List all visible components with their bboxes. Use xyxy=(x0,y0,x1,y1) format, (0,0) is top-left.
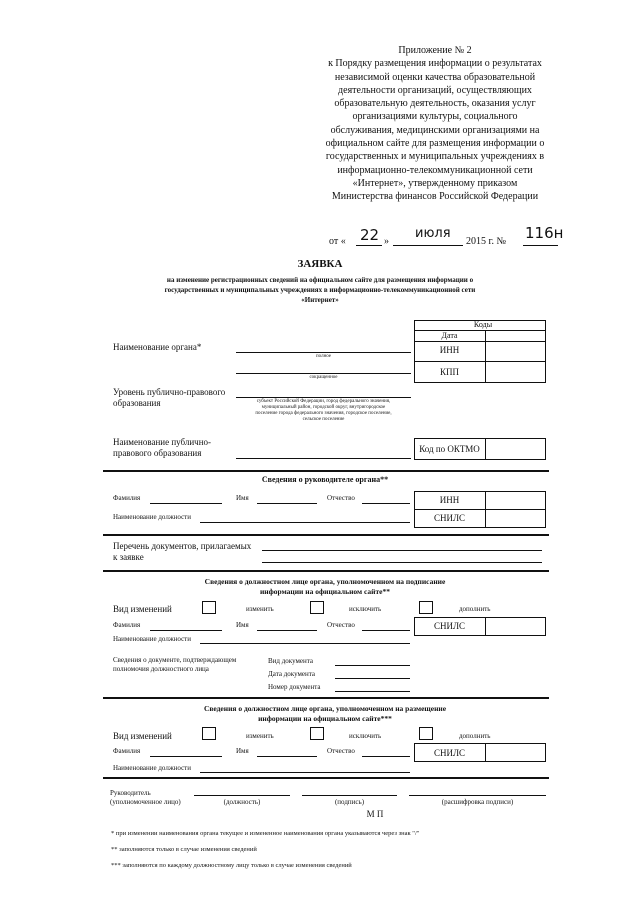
date-month: июля xyxy=(415,226,451,241)
head-snils-field[interactable] xyxy=(487,511,544,526)
sign-section-title: Сведения о должностном лице органа, уполномоченном на подписание xyxy=(204,577,446,586)
post-change-label: изменить xyxy=(246,732,274,740)
docs-field-2[interactable] xyxy=(262,562,542,563)
post-change-checkbox[interactable] xyxy=(202,727,216,740)
head-inn-label: ИНН xyxy=(439,495,460,505)
kpp-code-field[interactable] xyxy=(487,363,544,381)
kpp-code-label: КПП xyxy=(439,367,459,377)
header-line: независимой оценки качества образовательной xyxy=(334,71,536,83)
docs-label: к заявке xyxy=(113,552,144,562)
sign-doc-info-label: Сведения о документе, подтверждающем xyxy=(113,656,237,664)
sign-add-checkbox[interactable] xyxy=(419,601,433,614)
header-line: организациями культуры, социального xyxy=(352,111,518,123)
order-number: 116н xyxy=(525,224,564,242)
post-snils-label: СНИЛС xyxy=(433,748,466,758)
signature-head-label: Руководитель xyxy=(110,789,151,797)
post-surname-field[interactable] xyxy=(150,756,222,757)
sign-change-checkbox[interactable] xyxy=(202,601,216,614)
sign-exclude-checkbox[interactable] xyxy=(310,601,324,614)
sign-doc-number-label: Номер документа xyxy=(268,683,321,691)
sign-name-field[interactable] xyxy=(257,630,317,631)
level-hint-line: сельское поселение xyxy=(302,417,345,422)
sign-doc-type-label: Вид документа xyxy=(268,657,314,665)
post-exclude-checkbox[interactable] xyxy=(310,727,324,740)
sign-snils-label: СНИЛС xyxy=(433,621,466,631)
oktmo-label: Код по ОКТМО xyxy=(419,444,480,454)
signature-position-caption: (должность) xyxy=(223,798,261,806)
header-line: обслуживания, медицинскими организациями на xyxy=(330,124,540,136)
docs-label: Перечень документов, прилагаемых xyxy=(113,541,252,551)
date-prefix: от « xyxy=(329,236,346,247)
post-exclude-label: исключить xyxy=(349,732,382,740)
head-name-field[interactable] xyxy=(257,503,317,504)
signature-decode-caption: (расшифровка подписи) xyxy=(441,798,514,806)
inn-code-label: ИНН xyxy=(439,345,460,355)
post-surname-label: Фамилия xyxy=(113,747,141,755)
appendix-header xyxy=(300,44,570,204)
public-name-field[interactable] xyxy=(236,458,411,459)
header-line: Министерства финансов Российской Федерации xyxy=(331,191,539,203)
date-code-label: Дата xyxy=(441,331,458,340)
head-name-label: Имя xyxy=(236,494,249,502)
post-position-field[interactable] xyxy=(200,772,410,773)
sign-section-title: информации на официальном сайте** xyxy=(259,587,391,596)
post-add-label: дополнить xyxy=(459,732,491,740)
date-day: 22 xyxy=(360,226,380,244)
sign-surname-field[interactable] xyxy=(150,630,222,631)
post-name-label: Имя xyxy=(236,747,249,755)
level-hint-line: муниципальный район, городской округ, внутригородское xyxy=(261,405,386,410)
sign-doc-type-field[interactable] xyxy=(335,665,410,666)
codes-header: Коды xyxy=(473,320,493,329)
sign-patronymic-label: Отчество xyxy=(327,621,355,629)
footnote: *** заполняются по каждому должностному лицу только в случае изменения сведений xyxy=(111,862,352,869)
post-name-field[interactable] xyxy=(257,756,317,757)
oktmo-field[interactable] xyxy=(487,440,544,458)
level-label: Уровень публично-правового xyxy=(113,387,226,397)
level-hint-line: субъект Российской Федерации, город федерального значения, xyxy=(256,399,391,404)
org-short-name-field[interactable] xyxy=(236,373,411,374)
sign-surname-label: Фамилия xyxy=(113,621,141,629)
org-full-name-field[interactable] xyxy=(236,352,411,353)
post-section-title: информации на официальном сайте*** xyxy=(258,714,392,723)
short-hint: сокращенное xyxy=(309,375,338,380)
footnote: ** заполняются только в случае изменения сведений xyxy=(111,846,257,853)
public-name-label: Наименование публично- xyxy=(113,437,212,447)
level-label: образования xyxy=(113,398,161,408)
header-line: к Порядку размещения информации о результатах xyxy=(328,58,542,70)
level-field[interactable] xyxy=(236,397,411,398)
head-inn-field[interactable] xyxy=(487,493,544,507)
head-surname-label: Фамилия xyxy=(113,494,141,502)
post-patronymic-label: Отчество xyxy=(327,747,355,755)
form-subtitle-line: на изменение регистрационных сведений на официальном сайте для размещения информации о xyxy=(166,276,474,284)
level-hint xyxy=(236,399,411,423)
sign-doc-number-field[interactable] xyxy=(335,691,410,692)
post-position-label: Наименование должности xyxy=(113,764,191,772)
stamp-place: М П xyxy=(366,809,384,819)
head-patronymic-label: Отчество xyxy=(327,494,355,502)
head-patronymic-field[interactable] xyxy=(362,503,410,504)
signature-sign-field[interactable] xyxy=(302,795,397,796)
date-year: 2015 г. № xyxy=(466,236,507,247)
sign-position-field[interactable] xyxy=(200,643,410,644)
header-line: образовательную деятельность, оказания услуг xyxy=(334,98,536,110)
signature-decode-field[interactable] xyxy=(409,795,546,796)
sign-patronymic-field[interactable] xyxy=(362,630,410,631)
header-line: информационно-телекоммуникационной сети xyxy=(337,164,533,176)
sign-change-type-label: Вид изменений xyxy=(113,604,172,614)
head-snils-label: СНИЛС xyxy=(433,513,466,523)
post-change-type-label: Вид изменений xyxy=(113,731,172,741)
sign-add-label: дополнить xyxy=(459,605,491,613)
sign-doc-info-label: полномочия должностного лица xyxy=(113,665,209,673)
signature-position-field[interactable] xyxy=(194,795,290,796)
head-section-title: Сведения о руководителе органа** xyxy=(261,475,389,484)
head-surname-field[interactable] xyxy=(150,503,222,504)
header-line: «Интернет», утвержденному приказом xyxy=(352,177,518,189)
header-line: деятельности организаций, осуществляющих xyxy=(338,84,532,96)
sign-snils-field[interactable] xyxy=(487,619,544,634)
head-position-field[interactable] xyxy=(200,522,410,523)
post-section-title: Сведения о должностном лице органа, уполномоченном на размещение xyxy=(203,704,447,713)
docs-field-1[interactable] xyxy=(262,550,542,551)
sign-doc-date-field[interactable] xyxy=(335,678,410,679)
sign-position-label: Наименование должности xyxy=(113,635,191,643)
signature-head-label: (уполномоченное лицо) xyxy=(110,798,181,806)
sign-change-label: изменить xyxy=(246,605,274,613)
post-patronymic-field[interactable] xyxy=(362,756,410,757)
post-snils-field[interactable] xyxy=(487,745,544,760)
public-name-label: правового образования xyxy=(113,448,202,458)
sign-name-label: Имя xyxy=(236,621,249,629)
form-subtitle-line: государственных и муниципальных учреждениях в информационно-телекоммуникационной сети xyxy=(164,286,476,294)
footnote: * при изменении наименования органа текущее и измененное наименования органа указываются через знак "/" xyxy=(111,830,420,837)
header-line: официальном сайте для размещения информации о xyxy=(325,138,545,150)
date-quote-close: » xyxy=(384,236,389,247)
header-line: Приложение № 2 xyxy=(398,45,472,56)
head-position-label: Наименование должности xyxy=(113,513,191,521)
post-add-checkbox[interactable] xyxy=(419,727,433,740)
sign-exclude-label: исключить xyxy=(349,605,382,613)
form-subtitle-line: «Интернет» xyxy=(301,296,339,304)
sign-doc-date-label: Дата документа xyxy=(268,670,316,678)
signature-sign-caption: (подпись) xyxy=(334,798,365,806)
org-name-label: Наименование органа* xyxy=(113,342,202,352)
level-hint-line: поселение города федерального значения, городское поселение, xyxy=(255,411,392,416)
full-hint: полное xyxy=(315,354,332,359)
header-line: государственных и муниципальных учреждениях в xyxy=(325,151,545,163)
inn-code-field[interactable] xyxy=(487,343,544,359)
form-title: ЗАЯВКА xyxy=(297,258,343,270)
